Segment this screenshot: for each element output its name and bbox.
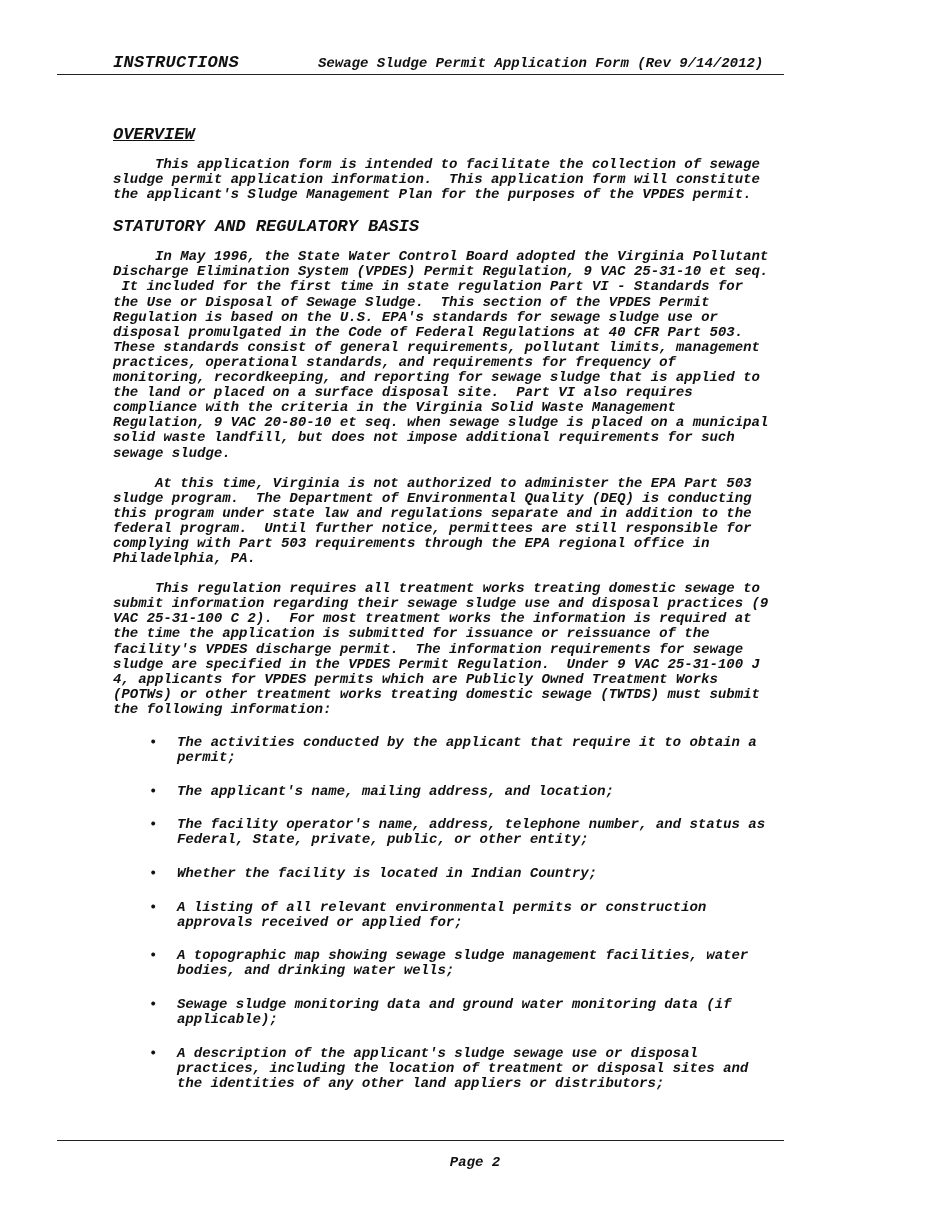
list-item xyxy=(113,785,848,800)
header-form-title: Sewage Sludge Permit Application Form (Rev 9/14/2012) xyxy=(318,56,764,72)
list-item-text: A listing of all relevant environmental permits or construction approvals received or applied for; xyxy=(177,899,707,931)
spacer xyxy=(113,567,848,582)
bullet-icon: • xyxy=(149,817,158,834)
page-number: Page 2 xyxy=(449,1155,501,1171)
document-body xyxy=(113,126,848,1110)
list-item xyxy=(113,818,848,848)
overview-heading: OVERVIEW xyxy=(113,126,195,145)
bullet-icon: • xyxy=(149,948,158,965)
list-item xyxy=(113,736,848,766)
header-rule xyxy=(57,74,784,75)
list-item-text: A topographic map showing sewage sludge management facilities, water bodies, and drinking water wells; xyxy=(177,948,749,980)
page-header xyxy=(113,54,833,74)
bullet-icon: • xyxy=(149,1045,158,1062)
footer-rule xyxy=(57,1140,784,1141)
list-item-text: Whether the facility is located in Indian Country; xyxy=(177,865,598,882)
bullet-icon: • xyxy=(149,899,158,916)
overview-paragraph: This application form is intended to facilitate the collection of sewage sludge permit application information. This application form will constitute the applicant's Sludge Management Plan for the purposes of the VPDES permit. xyxy=(113,157,760,204)
requirements-list xyxy=(113,736,848,1092)
bullet-icon: • xyxy=(149,865,158,882)
basis-paragraph-2: At this time, Virginia is not authorized to administer the EPA Part 503 sludge program. The Department of Environmental Quality (DEQ) is conducting this program under state law and regulations separate and in addition to the federal program. Until further notice, permittees are still responsible for complying with Part 503 requirements through the EPA regional office in Philadelphia, PA. xyxy=(113,475,752,568)
list-item-text: Sewage sludge monitoring data and ground water monitoring data (if applicable); xyxy=(177,996,732,1029)
spacer xyxy=(113,203,848,218)
spacer xyxy=(113,718,848,736)
bullet-icon: • xyxy=(149,783,158,800)
list-item xyxy=(113,1047,848,1092)
list-item-text: The applicant's name, mailing address, and location; xyxy=(177,783,614,800)
header-section-title: INSTRUCTIONS xyxy=(113,54,240,73)
bullet-icon: • xyxy=(149,735,158,751)
basis-heading: STATUTORY AND REGULATORY BASIS xyxy=(113,218,420,238)
list-item xyxy=(113,949,848,979)
list-item xyxy=(113,901,848,931)
bullet-icon: • xyxy=(149,996,158,1013)
basis-paragraph-3: This regulation requires all treatment works treating domestic sewage to submit information regarding their sewage sludge use and disposal practices (9 VAC 25-31-100 C 2). For most treatment works the information is required at the time the application is submitted for issuance or reissuance of the facility's VPDES discharge permit. The information requirements for sewage sludge are specified in the VPDES Permit Regulation. Under 9 VAC 25-31-100 J 4, applicants for VPDES permits which are Publicly Owned Treatment Works (POTWs) or other treatment works treating domestic sewage (TWTDS) must submit the following information: xyxy=(113,581,769,718)
list-item-text: The facility operator's name, address, telephone number, and status as Federal, State, private, public, or other entity; xyxy=(177,817,766,849)
list-item xyxy=(113,998,848,1028)
list-item-text: The activities conducted by the applicant that require it to obtain a permit; xyxy=(177,735,757,767)
list-item-text: A description of the applicant's sludge sewage use or disposal practices, including the location of treatment or disposal sites and the identities of any other land appliers or distributors; xyxy=(177,1045,749,1092)
basis-paragraph-1: In May 1996, the State Water Control Board adopted the Virginia Pollutant Discharge Elimination System (VPDES) Permit Regulation, 9 VAC 25-31-10 et seq. It included for the first time in state regulation Part VI - Standards for the Use or Disposal of Sewage Sludge. This section of the VPDES Permit Regulation is based on the U.S. EPA's standards for sewage sludge use or disposal promulgated in the Code of Federal Regulations at 40 CFR Part 503. These standards consist of general requirements, pollutant limits, management practices, operational standards, and requirements for frequency of monitoring, recordkeeping, and reporting for sewage sludge that is applied to the land or placed on a surface disposal site. Part VI also requires compliance with the criteria in the Virginia Solid Waste Management Regulation, 9 VAC 20-80-10 et seq. when sewage sludge is placed on a municipal solid waste landfill, but does not impose additional requirements for such sewage sludge. xyxy=(113,249,769,462)
list-item xyxy=(113,867,848,882)
spacer xyxy=(113,462,848,477)
